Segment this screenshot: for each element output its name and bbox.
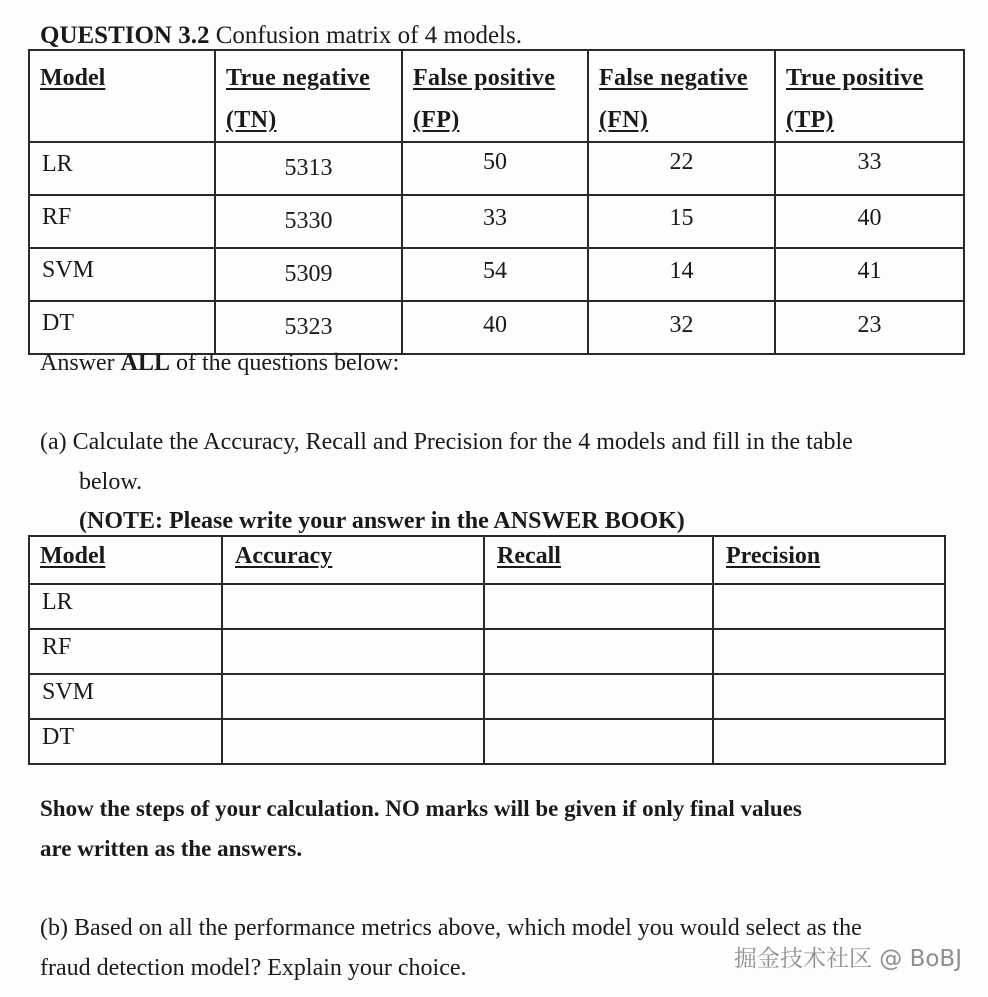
- tp-cell: 40: [775, 195, 964, 248]
- model-cell: RF: [29, 195, 215, 248]
- col-header-model: Model: [29, 50, 215, 142]
- tn-cell: 5323: [215, 301, 402, 354]
- tn-cell: 5330: [215, 195, 402, 248]
- question-title: [40, 20, 522, 52]
- accuracy-blank-cell: [222, 584, 484, 629]
- fp-cell: 50: [402, 142, 588, 195]
- model-cell: LR: [29, 584, 222, 629]
- answer-table: [28, 535, 946, 765]
- fp-cell: 33: [402, 195, 588, 248]
- model-cell: SVM: [29, 248, 215, 301]
- precision-blank-cell: [713, 629, 945, 674]
- fn-cell: 14: [588, 248, 775, 301]
- table-row: [29, 195, 964, 248]
- fn-cell: 32: [588, 301, 775, 354]
- tn-cell: 5313: [215, 142, 402, 195]
- table-row: [29, 674, 945, 719]
- table-row: [29, 142, 964, 195]
- fp-cell: 40: [402, 301, 588, 354]
- accuracy-blank-cell: [222, 629, 484, 674]
- confusion-header-row: [29, 50, 964, 142]
- recall-blank-cell: [484, 674, 713, 719]
- col-header-fn: False negative (FN): [588, 50, 775, 142]
- col-header-fp: False positive (FP): [402, 50, 588, 142]
- tp-cell: 23: [775, 301, 964, 354]
- model-cell: LR: [29, 142, 215, 195]
- recall-blank-cell: [484, 629, 713, 674]
- tp-cell: 41: [775, 248, 964, 301]
- part-b-line1: (b) Based on all the performance metrics above, which model you would select as the: [40, 915, 862, 941]
- table-row: [29, 719, 945, 764]
- tn-cell: 5309: [215, 248, 402, 301]
- model-cell: SVM: [29, 674, 222, 719]
- confusion-matrix-table: [28, 49, 965, 355]
- part-a-line2: below.: [79, 469, 143, 495]
- question-number: QUESTION 3.2: [40, 22, 210, 49]
- part-a-line1: (a) Calculate the Accuracy, Recall and Precision for the 4 models and fill in the table: [40, 429, 853, 455]
- precision-blank-cell: [713, 674, 945, 719]
- instruction-emphasis: ALL: [120, 350, 171, 376]
- question-title-text: Confusion matrix of 4 models.: [215, 22, 522, 49]
- fn-cell: 15: [588, 195, 775, 248]
- accuracy-blank-cell: [222, 719, 484, 764]
- tp-cell: 33: [775, 142, 964, 195]
- table-row: [29, 584, 945, 629]
- col-header-recall: Recall: [484, 536, 713, 584]
- part-a-note: (NOTE: Please write your answer in the ANSWER BOOK): [79, 508, 685, 534]
- answer-header-row: [29, 536, 945, 584]
- col-header-model: Model: [29, 536, 222, 584]
- col-header-tp: True positive (TP): [775, 50, 964, 142]
- accuracy-blank-cell: [222, 674, 484, 719]
- recall-blank-cell: [484, 719, 713, 764]
- model-cell: RF: [29, 629, 222, 674]
- col-header-accuracy: Accuracy: [222, 536, 484, 584]
- steps-note-line2: are written as the answers.: [40, 836, 303, 861]
- table-row: [29, 248, 964, 301]
- steps-note-line1: Show the steps of your calculation. NO marks will be given if only final values: [40, 796, 802, 821]
- instruction-text: Answer ALL of the questions below:: [40, 350, 400, 376]
- part-b-line2: fraud detection model? Explain your choice.: [40, 955, 467, 981]
- table-row: [29, 629, 945, 674]
- model-cell: DT: [29, 301, 215, 354]
- fp-cell: 54: [402, 248, 588, 301]
- model-cell: DT: [29, 719, 222, 764]
- watermark-text: 掘金技术社区 @ BoBJ: [733, 946, 962, 972]
- precision-blank-cell: [713, 719, 945, 764]
- recall-blank-cell: [484, 584, 713, 629]
- precision-blank-cell: [713, 584, 945, 629]
- col-header-tn: True negative (TN): [215, 50, 402, 142]
- col-header-precision: Precision: [713, 536, 945, 584]
- fn-cell: 22: [588, 142, 775, 195]
